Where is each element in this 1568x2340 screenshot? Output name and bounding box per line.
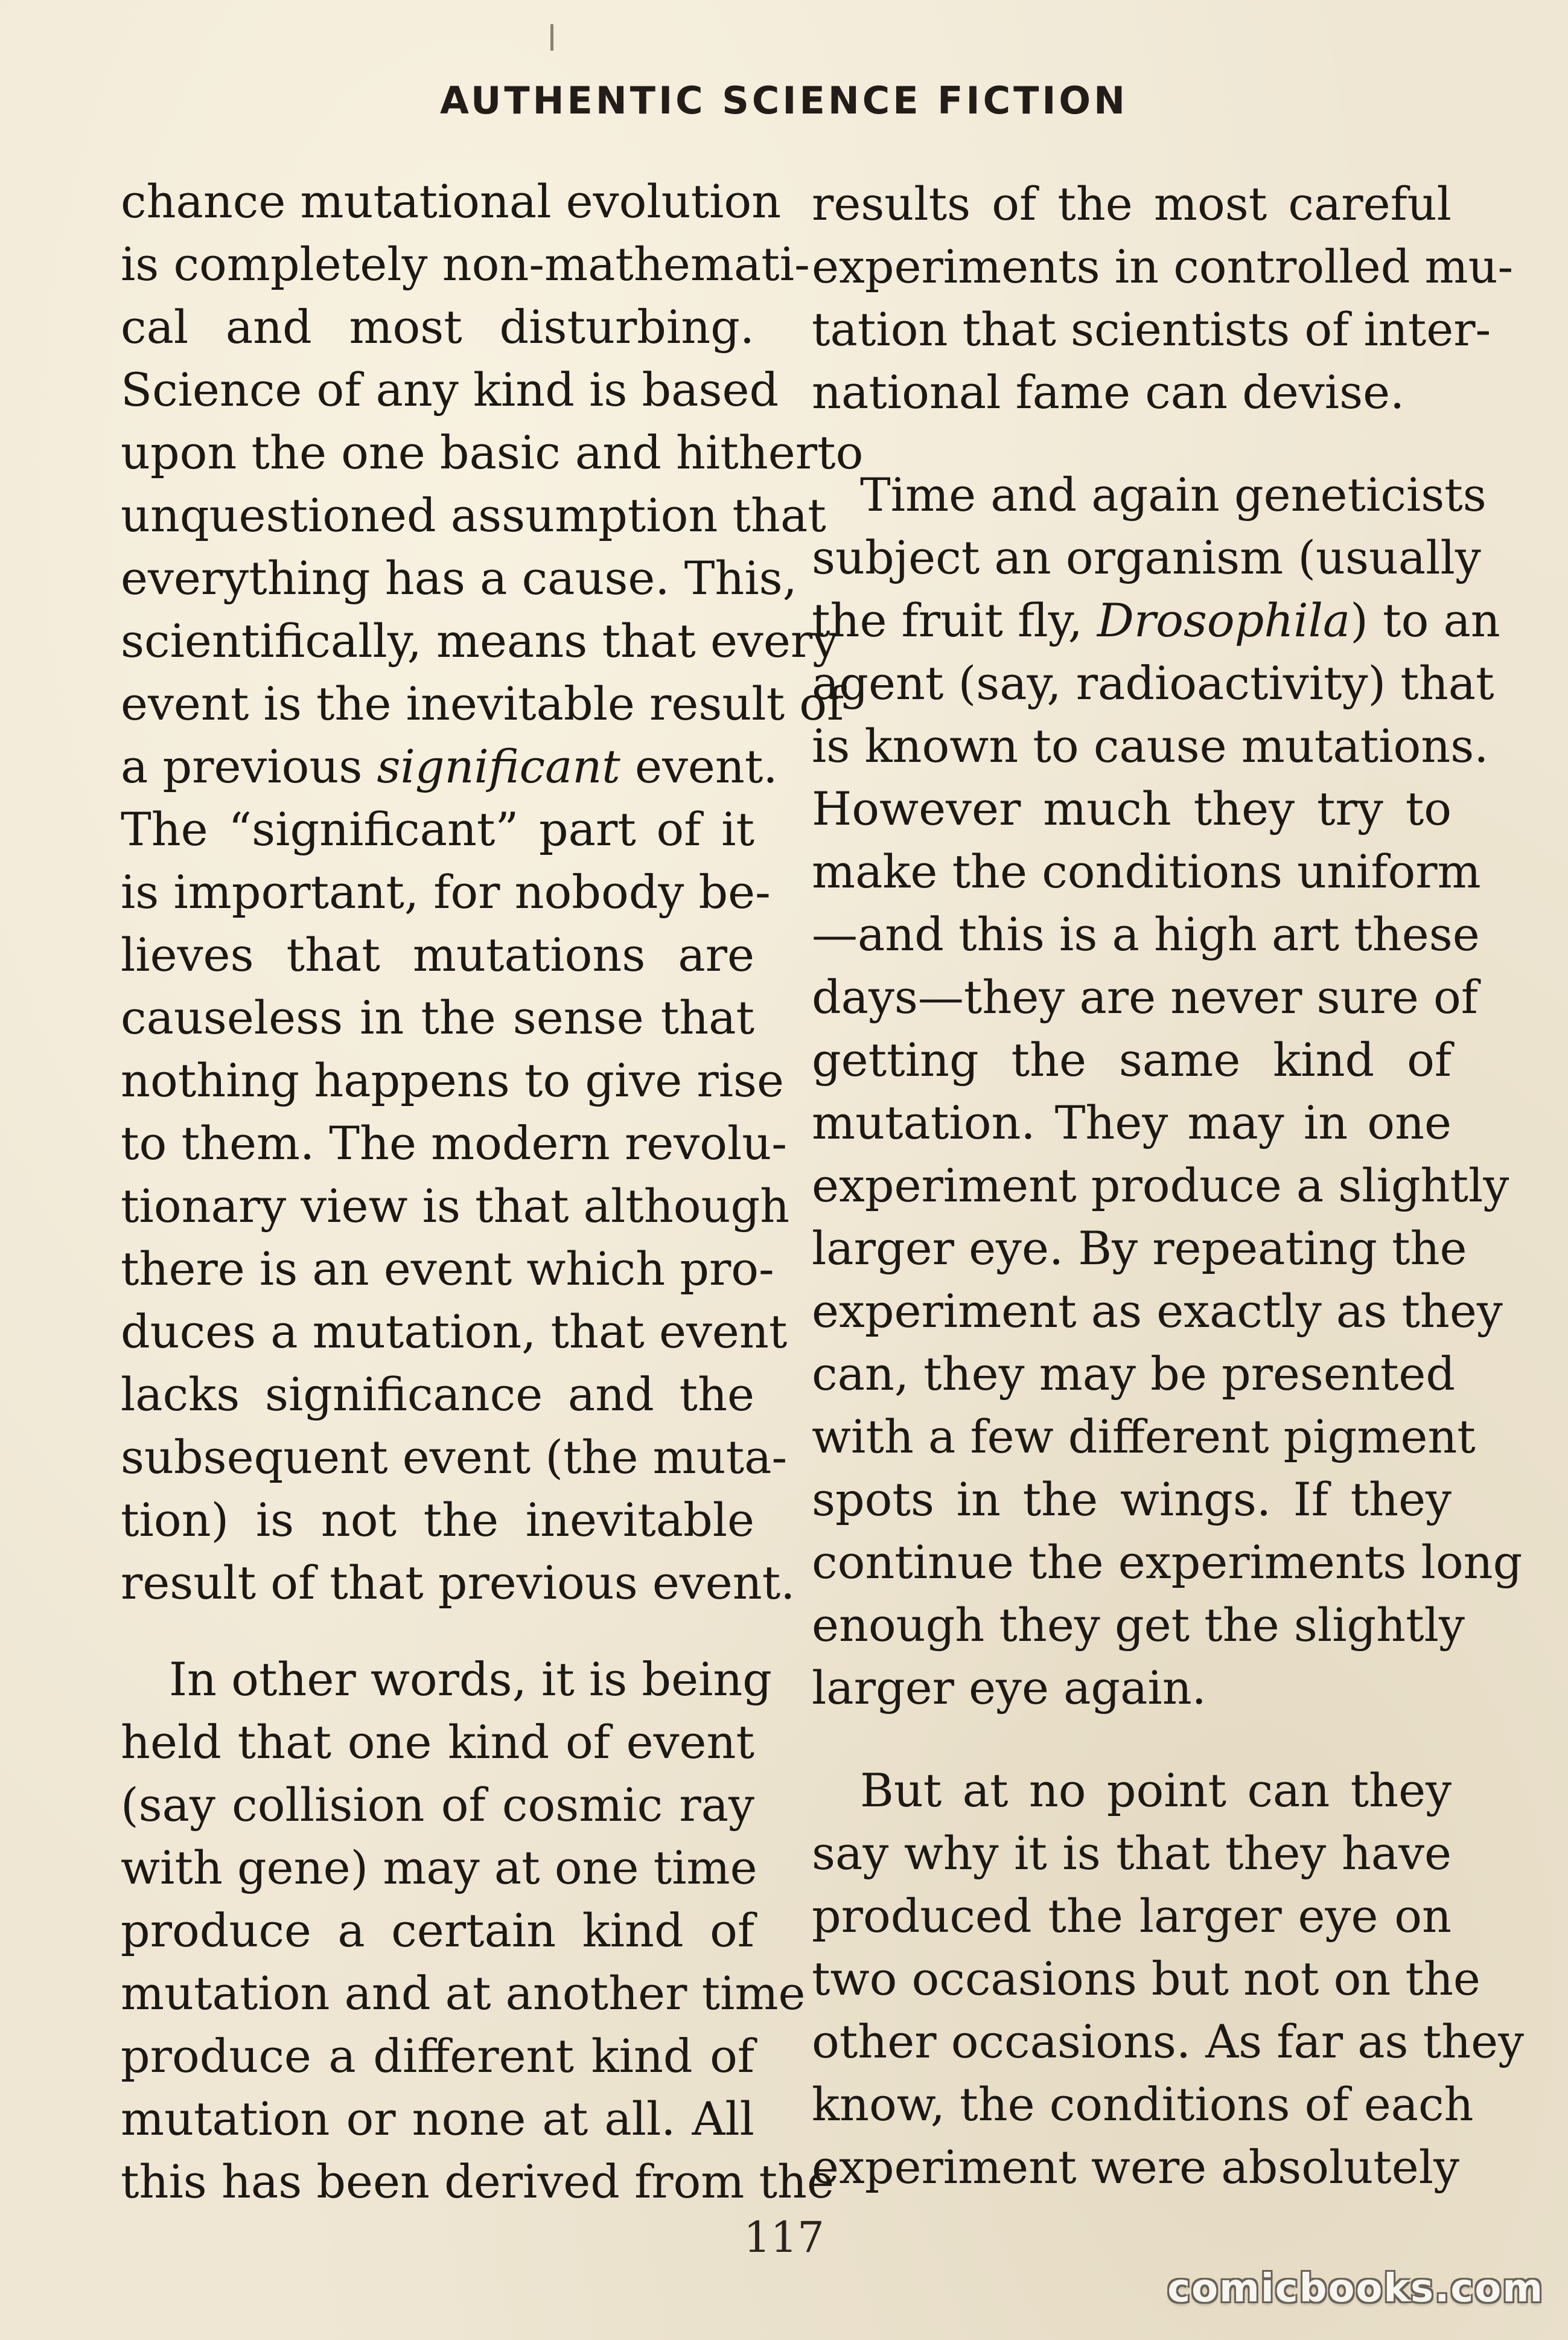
text-line: held that one kind of event [121, 1715, 754, 1769]
text-line: continue the experiments long [812, 1535, 1523, 1589]
text-line: cal and most disturbing. [121, 300, 754, 354]
right-column [812, 173, 1525, 2199]
text-line: know, the conditions of each [812, 2077, 1474, 2131]
text-line-with-italic [121, 735, 778, 798]
text-line: everything has a cause. This, [121, 551, 797, 605]
text-line: experiment produce a slightly [812, 1159, 1509, 1212]
text-line: Time and again geneticists [860, 468, 1487, 522]
text-line: subsequent event (the muta- [121, 1430, 788, 1484]
text-line: spots in the wings. If they [812, 1472, 1452, 1526]
text-line: However much they try to [812, 782, 1452, 836]
text-line: (say collision of cosmic ray [121, 1778, 754, 1832]
text-line: mutation and at another time [121, 1966, 806, 2020]
text-line: tion) is not the inevitable [121, 1493, 754, 1547]
text-line: produce a different kind of [121, 2029, 754, 2083]
left-column [121, 170, 864, 2213]
text-line: this has been derived from the [121, 2155, 834, 2208]
text-line: experiment as exactly as they [812, 1284, 1503, 1338]
text-line: tation that scientists of inter- [812, 302, 1491, 356]
text-line: scientifically, means that every [121, 614, 839, 668]
text-line: results of the most careful [812, 177, 1452, 231]
paragraph-gap [121, 1614, 754, 1648]
text-line: to them. The modern revolu- [121, 1116, 787, 1170]
text-line: two occasions but not on the [812, 1952, 1480, 2006]
text-line: subject an organism (usually [812, 531, 1481, 584]
text-line: enough they get the slightly [812, 1598, 1465, 1652]
text-line: lacks significance and the [121, 1367, 754, 1421]
text-line: with a few different pigment [812, 1410, 1476, 1463]
text-line: is known to cause mutations. [812, 719, 1489, 773]
text-line: mutation or none at all. All [121, 2092, 754, 2146]
text-line: But at no point can they [860, 1763, 1452, 1817]
text-line: is important, for nobody be- [121, 865, 771, 919]
text-segment: the fruit fly, [812, 593, 1083, 647]
text-segment: a previous [121, 740, 363, 793]
text-line: is completely non-mathemati- [121, 237, 810, 291]
text-line: unquestioned assumption that [121, 488, 826, 542]
text-line: chance mutational evolution [121, 174, 782, 228]
text-line: produced the larger eye on [812, 1889, 1452, 1943]
page-number: 117 [744, 2213, 824, 2262]
text-line: agent (say, radioactivity) that [812, 656, 1494, 710]
text-line: event is the inevitable result of [121, 677, 844, 730]
text-line: can, they may be presented [812, 1347, 1456, 1401]
text-segment: event. [635, 740, 778, 793]
text-line: lieves that mutations are [121, 928, 754, 982]
text-line: larger eye again. [812, 1661, 1206, 1715]
text-line: getting the same kind of [812, 1033, 1452, 1087]
watermark-logo: comicbooks.com [1167, 2266, 1544, 2311]
page-crease-mark [550, 24, 553, 51]
text-line: The “significant” part of it [121, 802, 754, 856]
text-line: duces a mutation, that event [121, 1305, 788, 1358]
italic-word: Drosophila [1097, 593, 1351, 647]
text-line: upon the one basic and hitherto [121, 426, 864, 479]
text-line: national fame can devise. [812, 365, 1405, 419]
paragraph-gap [812, 1719, 1452, 1759]
text-line: Science of any kind is based [121, 363, 779, 417]
text-line: —and this is a high art these [812, 907, 1480, 961]
text-line: nothing happens to give rise [121, 1053, 784, 1107]
text-line: experiment were absolutely [812, 2140, 1460, 2194]
paragraph-gap [812, 424, 1452, 464]
text-line: produce a certain kind of [121, 1904, 754, 1957]
text-line-with-italic [812, 589, 1500, 652]
italic-word: significant [377, 740, 620, 793]
text-line: with gene) may at one time [121, 1841, 757, 1894]
text-line: causeless in the sense that [121, 991, 754, 1044]
text-line: say why it is that they have [812, 1826, 1452, 1880]
text-line: make the conditions uniform [812, 845, 1481, 898]
running-header: AUTHENTIC SCIENCE FICTION [439, 78, 1129, 123]
text-line: larger eye. By repeating the [812, 1221, 1467, 1275]
text-line: In other words, it is being [169, 1652, 772, 1706]
text-line: days—they are never sure of [812, 970, 1478, 1024]
text-line: result of that previous event. [121, 1556, 795, 1610]
text-line: experiments in controlled mu- [812, 240, 1514, 293]
text-line: there is an event which pro- [121, 1242, 774, 1296]
text-line: other occasions. As far as they [812, 2015, 1525, 2068]
text-segment: ) to an [1350, 593, 1500, 647]
text-line: tionary view is that although [121, 1179, 790, 1233]
text-line: mutation. They may in one [812, 1096, 1452, 1149]
